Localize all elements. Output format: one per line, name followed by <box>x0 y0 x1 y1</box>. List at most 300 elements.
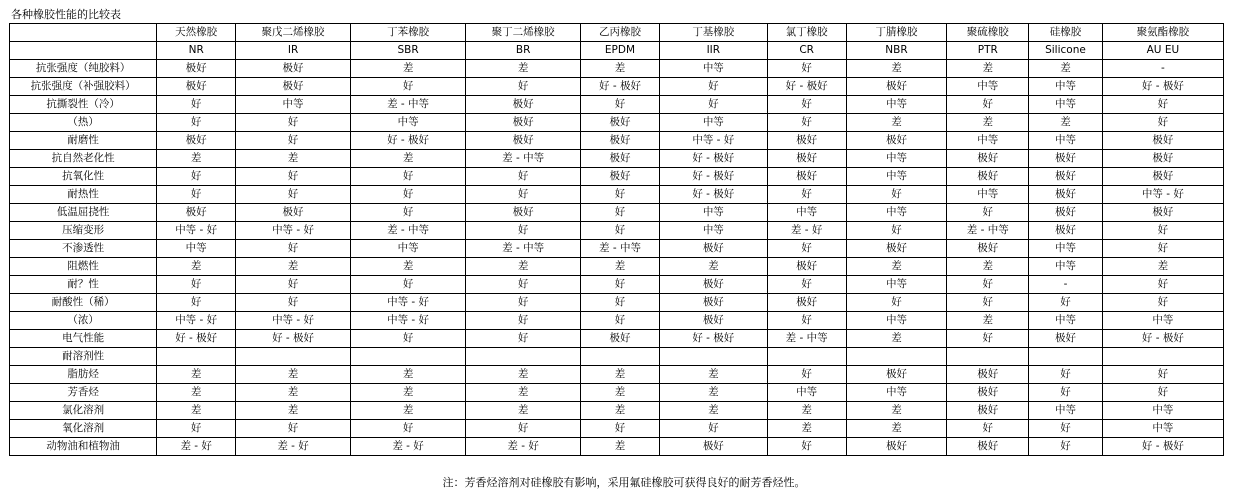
table-cell: 差 <box>351 258 466 276</box>
table-cell: 好 <box>466 186 581 204</box>
row-label: 芳香烃 <box>10 384 157 402</box>
table-cell: 好 <box>767 312 846 330</box>
table-cell: 极好 <box>947 402 1029 420</box>
table-cell: 好 <box>236 168 351 186</box>
table-cell: 差 - 中等 <box>351 96 466 114</box>
table-cell: 差 <box>236 366 351 384</box>
table-cell: 好 <box>157 186 236 204</box>
column-code: PTR <box>947 42 1029 60</box>
table-cell: 差 <box>581 60 660 78</box>
table-cell: 好 - 极好 <box>236 330 351 348</box>
table-cell: 差 <box>466 60 581 78</box>
row-label: 抗撕裂性（冷） <box>10 96 157 114</box>
table-cell: 好 <box>236 132 351 150</box>
table-cell: 差 <box>659 384 767 402</box>
table-row <box>10 294 1224 312</box>
table-cell: 差 <box>236 150 351 168</box>
header-corner-cell <box>10 42 157 60</box>
row-label: 耐磨性 <box>10 132 157 150</box>
table-cell: 极好 <box>1102 132 1223 150</box>
column-code: AU EU <box>1102 42 1223 60</box>
table-cell: 好 <box>659 420 767 438</box>
table-cell: 好 <box>659 96 767 114</box>
table-cell: 差 <box>581 384 660 402</box>
table-cell: 好 <box>767 114 846 132</box>
row-label: 动物油和植物油 <box>10 438 157 456</box>
row-label: 不渗透性 <box>10 240 157 258</box>
table-cell: 差 <box>351 384 466 402</box>
table-cell: 极好 <box>236 60 351 78</box>
table-cell: 中等 <box>767 204 846 222</box>
table-cell: 极好 <box>1102 204 1223 222</box>
table-cell: 差 <box>659 366 767 384</box>
table-cell: 中等 <box>157 240 236 258</box>
table-cell: 差 <box>157 402 236 420</box>
table-cell: 差 - 好 <box>157 438 236 456</box>
table-cell: 极好 <box>157 132 236 150</box>
table-cell: 差 <box>659 402 767 420</box>
row-label: 抗氧化性 <box>10 168 157 186</box>
row-label: 氧化溶剂 <box>10 420 157 438</box>
table-cell: 好 <box>236 240 351 258</box>
table-cell: 中等 <box>351 240 466 258</box>
table-cell: 好 - 极好 <box>1102 438 1223 456</box>
table-cell: 中等 <box>846 384 947 402</box>
table-cell: 极好 <box>157 78 236 96</box>
table-cell: 极好 <box>1102 150 1223 168</box>
table-row <box>10 150 1224 168</box>
table-cell: 好 <box>236 186 351 204</box>
table-cell: 好 <box>351 276 466 294</box>
header-corner-cell <box>10 24 157 42</box>
row-label: 耐？性 <box>10 276 157 294</box>
table-cell <box>767 348 846 366</box>
table-cell: 极好 <box>581 330 660 348</box>
table-cell: 中等 - 好 <box>1102 186 1223 204</box>
table-cell: 好 - 极好 <box>659 150 767 168</box>
table-cell <box>846 348 947 366</box>
column-code: NBR <box>846 42 947 60</box>
row-label: 阻燃性 <box>10 258 157 276</box>
table-cell: 中等 <box>846 312 947 330</box>
table-cell: 极好 <box>236 204 351 222</box>
table-cell: 好 <box>947 330 1029 348</box>
table-cell: 中等 <box>947 78 1029 96</box>
table-cell: 中等 <box>1029 312 1103 330</box>
row-label: 低温屈挠性 <box>10 204 157 222</box>
table-cell: 差 <box>581 438 660 456</box>
table-cell: 差 <box>767 402 846 420</box>
table-cell: 极好 <box>157 204 236 222</box>
table-cell: 好 <box>351 420 466 438</box>
row-label: （浓） <box>10 312 157 330</box>
table-cell: 差 <box>351 366 466 384</box>
table-cell: 中等 <box>1029 78 1103 96</box>
table-cell: 好 <box>157 420 236 438</box>
table-cell: - <box>1029 276 1103 294</box>
table-cell: 极好 <box>767 132 846 150</box>
row-label: 耐酸性（稀） <box>10 294 157 312</box>
column-code: IIR <box>659 42 767 60</box>
table-cell: 好 <box>157 96 236 114</box>
table-cell: 差 - 好 <box>351 438 466 456</box>
table-row <box>10 204 1224 222</box>
table-cell: 好 <box>581 204 660 222</box>
table-cell: 好 <box>466 168 581 186</box>
column-name: 天然橡胶 <box>157 24 236 42</box>
table-row <box>10 312 1224 330</box>
table-cell: 好 <box>157 276 236 294</box>
table-cell: 差 - 中等 <box>947 222 1029 240</box>
column-name: 聚丁二烯橡胶 <box>466 24 581 42</box>
table-cell: 好 <box>1102 114 1223 132</box>
row-label: 抗自然老化性 <box>10 150 157 168</box>
table-cell: 好 <box>581 96 660 114</box>
column-name: 丁腈橡胶 <box>846 24 947 42</box>
table-cell: 好 <box>846 222 947 240</box>
table-cell: 差 <box>659 258 767 276</box>
column-name: 氯丁橡胶 <box>767 24 846 42</box>
row-label: 耐溶剂性 <box>10 348 157 366</box>
table-cell: 中等 <box>1102 420 1223 438</box>
table-cell: 差 <box>846 420 947 438</box>
table-cell: 差 <box>157 384 236 402</box>
table-cell: 中等 <box>351 114 466 132</box>
table-cell: 中等 - 好 <box>236 222 351 240</box>
table-cell: 差 - 中等 <box>351 222 466 240</box>
table-cell: 差 <box>947 312 1029 330</box>
table-cell: 好 <box>157 168 236 186</box>
table-cell: 极好 <box>947 438 1029 456</box>
table-row <box>10 438 1224 456</box>
table-row <box>10 330 1224 348</box>
table-cell: 好 <box>767 366 846 384</box>
table-cell: 差 <box>236 402 351 420</box>
table-cell: 极好 <box>581 114 660 132</box>
table-cell: 中等 <box>1029 402 1103 420</box>
table-cell: 差 <box>581 366 660 384</box>
table-cell: 好 <box>767 240 846 258</box>
table-cell: 极好 <box>1029 204 1103 222</box>
table-cell: 差 <box>581 402 660 420</box>
table-cell: 差 <box>1102 258 1223 276</box>
table-cell: 好 <box>947 420 1029 438</box>
table-cell: 差 <box>846 60 947 78</box>
table-cell: 差 <box>236 384 351 402</box>
table-cell: 中等 <box>846 168 947 186</box>
table-cell: 好 - 极好 <box>351 132 466 150</box>
table-cell: 好 - 极好 <box>1102 330 1223 348</box>
column-name: 聚氨酯橡胶 <box>1102 24 1223 42</box>
table-cell: 差 - 好 <box>236 438 351 456</box>
table-cell: 差 <box>846 114 947 132</box>
table-cell: 极好 <box>846 132 947 150</box>
table-cell: 极好 <box>466 96 581 114</box>
table-cell: 极好 <box>581 150 660 168</box>
table-cell: 好 <box>581 186 660 204</box>
table-cell: 好 <box>1102 222 1223 240</box>
row-label: 抗张强度（补强胶料） <box>10 78 157 96</box>
table-cell: 差 <box>157 366 236 384</box>
table-cell: 好 <box>236 294 351 312</box>
table-row <box>10 96 1224 114</box>
table-cell: 好 <box>947 96 1029 114</box>
table-cell: 差 <box>581 258 660 276</box>
table-cell: 好 <box>947 276 1029 294</box>
table-cell <box>157 348 236 366</box>
table-cell: 差 <box>1029 60 1103 78</box>
table-cell: 好 <box>236 276 351 294</box>
row-label: （热） <box>10 114 157 132</box>
table-cell: 中等 <box>1029 96 1103 114</box>
table-cell: 差 <box>351 402 466 420</box>
table-cell: 极好 <box>846 438 947 456</box>
table-cell: 差 <box>846 330 947 348</box>
table-cell: 差 <box>767 420 846 438</box>
table-cell: 中等 <box>659 114 767 132</box>
table-cell: 中等 - 好 <box>659 132 767 150</box>
table-cell: 差 - 中等 <box>581 240 660 258</box>
table-cell <box>236 348 351 366</box>
table-cell <box>581 348 660 366</box>
table-cell: 极好 <box>1029 330 1103 348</box>
table-cell: 极好 <box>767 294 846 312</box>
table-cell: 差 <box>236 258 351 276</box>
column-name: 丁基橡胶 <box>659 24 767 42</box>
table-cell: 差 <box>947 60 1029 78</box>
table-cell: 极好 <box>947 240 1029 258</box>
table-row <box>10 222 1224 240</box>
table-cell: 极好 <box>581 168 660 186</box>
column-code: CR <box>767 42 846 60</box>
table-row <box>10 186 1224 204</box>
table-cell: 中等 <box>1029 132 1103 150</box>
table-cell: 极好 <box>1029 150 1103 168</box>
table-cell: 极好 <box>846 240 947 258</box>
table-cell: 极好 <box>846 366 947 384</box>
table-row <box>10 420 1224 438</box>
table-row <box>10 78 1224 96</box>
row-label: 氯化溶剂 <box>10 402 157 420</box>
table-cell: 好 <box>581 222 660 240</box>
table-cell: 好 <box>351 186 466 204</box>
table-cell: 差 - 中等 <box>466 150 581 168</box>
table-row <box>10 132 1224 150</box>
table-row <box>10 348 1224 366</box>
table-cell: 差 <box>466 366 581 384</box>
table-cell: 极好 <box>947 150 1029 168</box>
table-cell: 差 - 中等 <box>466 240 581 258</box>
table-cell: 中等 - 好 <box>157 222 236 240</box>
table-cell: 好 <box>351 168 466 186</box>
table-cell: 中等 <box>1102 312 1223 330</box>
table-cell: 中等 <box>1102 402 1223 420</box>
table-cell: 好 <box>581 294 660 312</box>
table-cell: 中等 - 好 <box>157 312 236 330</box>
row-label: 脂肪烃 <box>10 366 157 384</box>
table-cell: 极好 <box>1029 186 1103 204</box>
table-cell: 好 <box>1102 366 1223 384</box>
table-cell: 极好 <box>466 204 581 222</box>
table-cell: 中等 <box>659 222 767 240</box>
table-cell: 极好 <box>659 294 767 312</box>
table-cell: 好 <box>236 114 351 132</box>
table-cell: 好 <box>351 330 466 348</box>
table-cell: 极好 <box>767 258 846 276</box>
table-cell: 中等 <box>846 150 947 168</box>
row-label: 压缩变形 <box>10 222 157 240</box>
table-cell: 极好 <box>659 438 767 456</box>
table-cell <box>351 348 466 366</box>
table-cell: 好 <box>581 312 660 330</box>
table-cell: 中等 <box>846 204 947 222</box>
table-cell: 好 <box>947 294 1029 312</box>
table-cell: 极好 <box>659 240 767 258</box>
table-cell: 好 <box>846 294 947 312</box>
table-cell: 好 <box>466 276 581 294</box>
table-cell: 好 <box>767 96 846 114</box>
column-name: 硅橡胶 <box>1029 24 1103 42</box>
table-cell: 好 <box>351 204 466 222</box>
table-cell: 差 <box>157 258 236 276</box>
table-cell: 差 <box>947 258 1029 276</box>
row-label: 电气性能 <box>10 330 157 348</box>
table-cell: 极好 <box>767 168 846 186</box>
table-cell: 好 <box>767 60 846 78</box>
table-cell: 极好 <box>1029 168 1103 186</box>
column-code: IR <box>236 42 351 60</box>
table-row <box>10 402 1224 420</box>
table-cell <box>466 348 581 366</box>
table-cell: 中等 <box>236 96 351 114</box>
table-cell: 极好 <box>947 384 1029 402</box>
table-cell: 好 <box>581 276 660 294</box>
table-cell: 好 <box>846 186 947 204</box>
table-cell: 好 <box>1029 294 1103 312</box>
table-cell: 中等 <box>846 96 947 114</box>
table-cell: 差 <box>846 258 947 276</box>
table-cell: 好 <box>947 204 1029 222</box>
table-cell: 好 <box>466 78 581 96</box>
table-row <box>10 276 1224 294</box>
table-cell: 差 <box>947 114 1029 132</box>
table-cell: 好 <box>581 420 660 438</box>
table-cell: 好 <box>1029 366 1103 384</box>
table-cell: 好 <box>767 276 846 294</box>
table-cell: 极好 <box>659 312 767 330</box>
table-cell: 好 <box>767 438 846 456</box>
table-cell: 极好 <box>1102 168 1223 186</box>
table-cell: 极好 <box>236 78 351 96</box>
table-cell: 好 <box>466 312 581 330</box>
column-name: 聚硫橡胶 <box>947 24 1029 42</box>
column-code: NR <box>157 42 236 60</box>
table-cell <box>659 348 767 366</box>
table-cell: 极好 <box>947 366 1029 384</box>
table-row <box>10 240 1224 258</box>
table-row <box>10 384 1224 402</box>
table-row <box>10 258 1224 276</box>
column-code: SBR <box>351 42 466 60</box>
column-code: Silicone <box>1029 42 1103 60</box>
header-row-codes <box>10 42 1224 60</box>
table-cell: 中等 - 好 <box>351 294 466 312</box>
table-cell: 极好 <box>846 78 947 96</box>
row-label: 耐热性 <box>10 186 157 204</box>
table-cell: 好 <box>157 114 236 132</box>
table-cell: 好 - 极好 <box>1102 78 1223 96</box>
table-cell: 中等 <box>659 204 767 222</box>
table-cell: 差 <box>466 384 581 402</box>
table-cell: 好 <box>1102 384 1223 402</box>
row-label: 抗张强度（纯胶料） <box>10 60 157 78</box>
table-row <box>10 60 1224 78</box>
table-cell: 差 <box>157 150 236 168</box>
header-row-names <box>10 24 1224 42</box>
table-cell: 好 <box>466 330 581 348</box>
table-cell: 差 <box>1029 114 1103 132</box>
table-cell <box>1102 348 1223 366</box>
table-cell: 中等 <box>947 132 1029 150</box>
table-cell: 好 <box>466 294 581 312</box>
table-cell: 好 - 极好 <box>767 78 846 96</box>
table-cell: 好 <box>1102 276 1223 294</box>
table-cell: 差 <box>466 258 581 276</box>
table-cell: 好 <box>1102 96 1223 114</box>
table-cell: 差 <box>466 402 581 420</box>
table-cell: 极好 <box>466 114 581 132</box>
table-cell <box>947 348 1029 366</box>
table-cell: 好 <box>466 222 581 240</box>
table-cell: 差 - 好 <box>466 438 581 456</box>
table-cell: 中等 <box>659 60 767 78</box>
table-cell: 好 <box>157 294 236 312</box>
table-cell: 差 - 中等 <box>767 330 846 348</box>
table-cell: 好 <box>1029 420 1103 438</box>
table-row <box>10 114 1224 132</box>
table-cell: 好 <box>351 78 466 96</box>
table-cell: 中等 - 好 <box>236 312 351 330</box>
table-cell: 极好 <box>157 60 236 78</box>
table-cell: 好 <box>1029 438 1103 456</box>
table-cell: 好 <box>659 78 767 96</box>
table-cell: 好 <box>236 420 351 438</box>
column-code: EPDM <box>581 42 660 60</box>
table-cell <box>1029 348 1103 366</box>
table-cell: 好 - 极好 <box>659 330 767 348</box>
table-cell: 中等 <box>1029 258 1103 276</box>
table-cell: 好 <box>1102 294 1223 312</box>
table-cell: 差 <box>351 150 466 168</box>
table-cell: 极好 <box>659 276 767 294</box>
column-name: 乙丙橡胶 <box>581 24 660 42</box>
table-cell: 中等 - 好 <box>351 312 466 330</box>
column-name: 聚戊二烯橡胶 <box>236 24 351 42</box>
table-cell: 好 <box>466 420 581 438</box>
table-cell: 好 <box>1102 240 1223 258</box>
table-cell: 极好 <box>767 150 846 168</box>
table-cell: 中等 <box>846 276 947 294</box>
table-cell: 好 - 极好 <box>659 186 767 204</box>
table-cell: 好 - 极好 <box>659 168 767 186</box>
column-code: BR <box>466 42 581 60</box>
table-cell: 好 - 极好 <box>581 78 660 96</box>
table-cell: 中等 <box>947 186 1029 204</box>
table-cell: 极好 <box>1029 222 1103 240</box>
table-cell: 差 - 好 <box>767 222 846 240</box>
rubber-comparison-table <box>9 23 1224 456</box>
table-cell: 好 <box>767 186 846 204</box>
